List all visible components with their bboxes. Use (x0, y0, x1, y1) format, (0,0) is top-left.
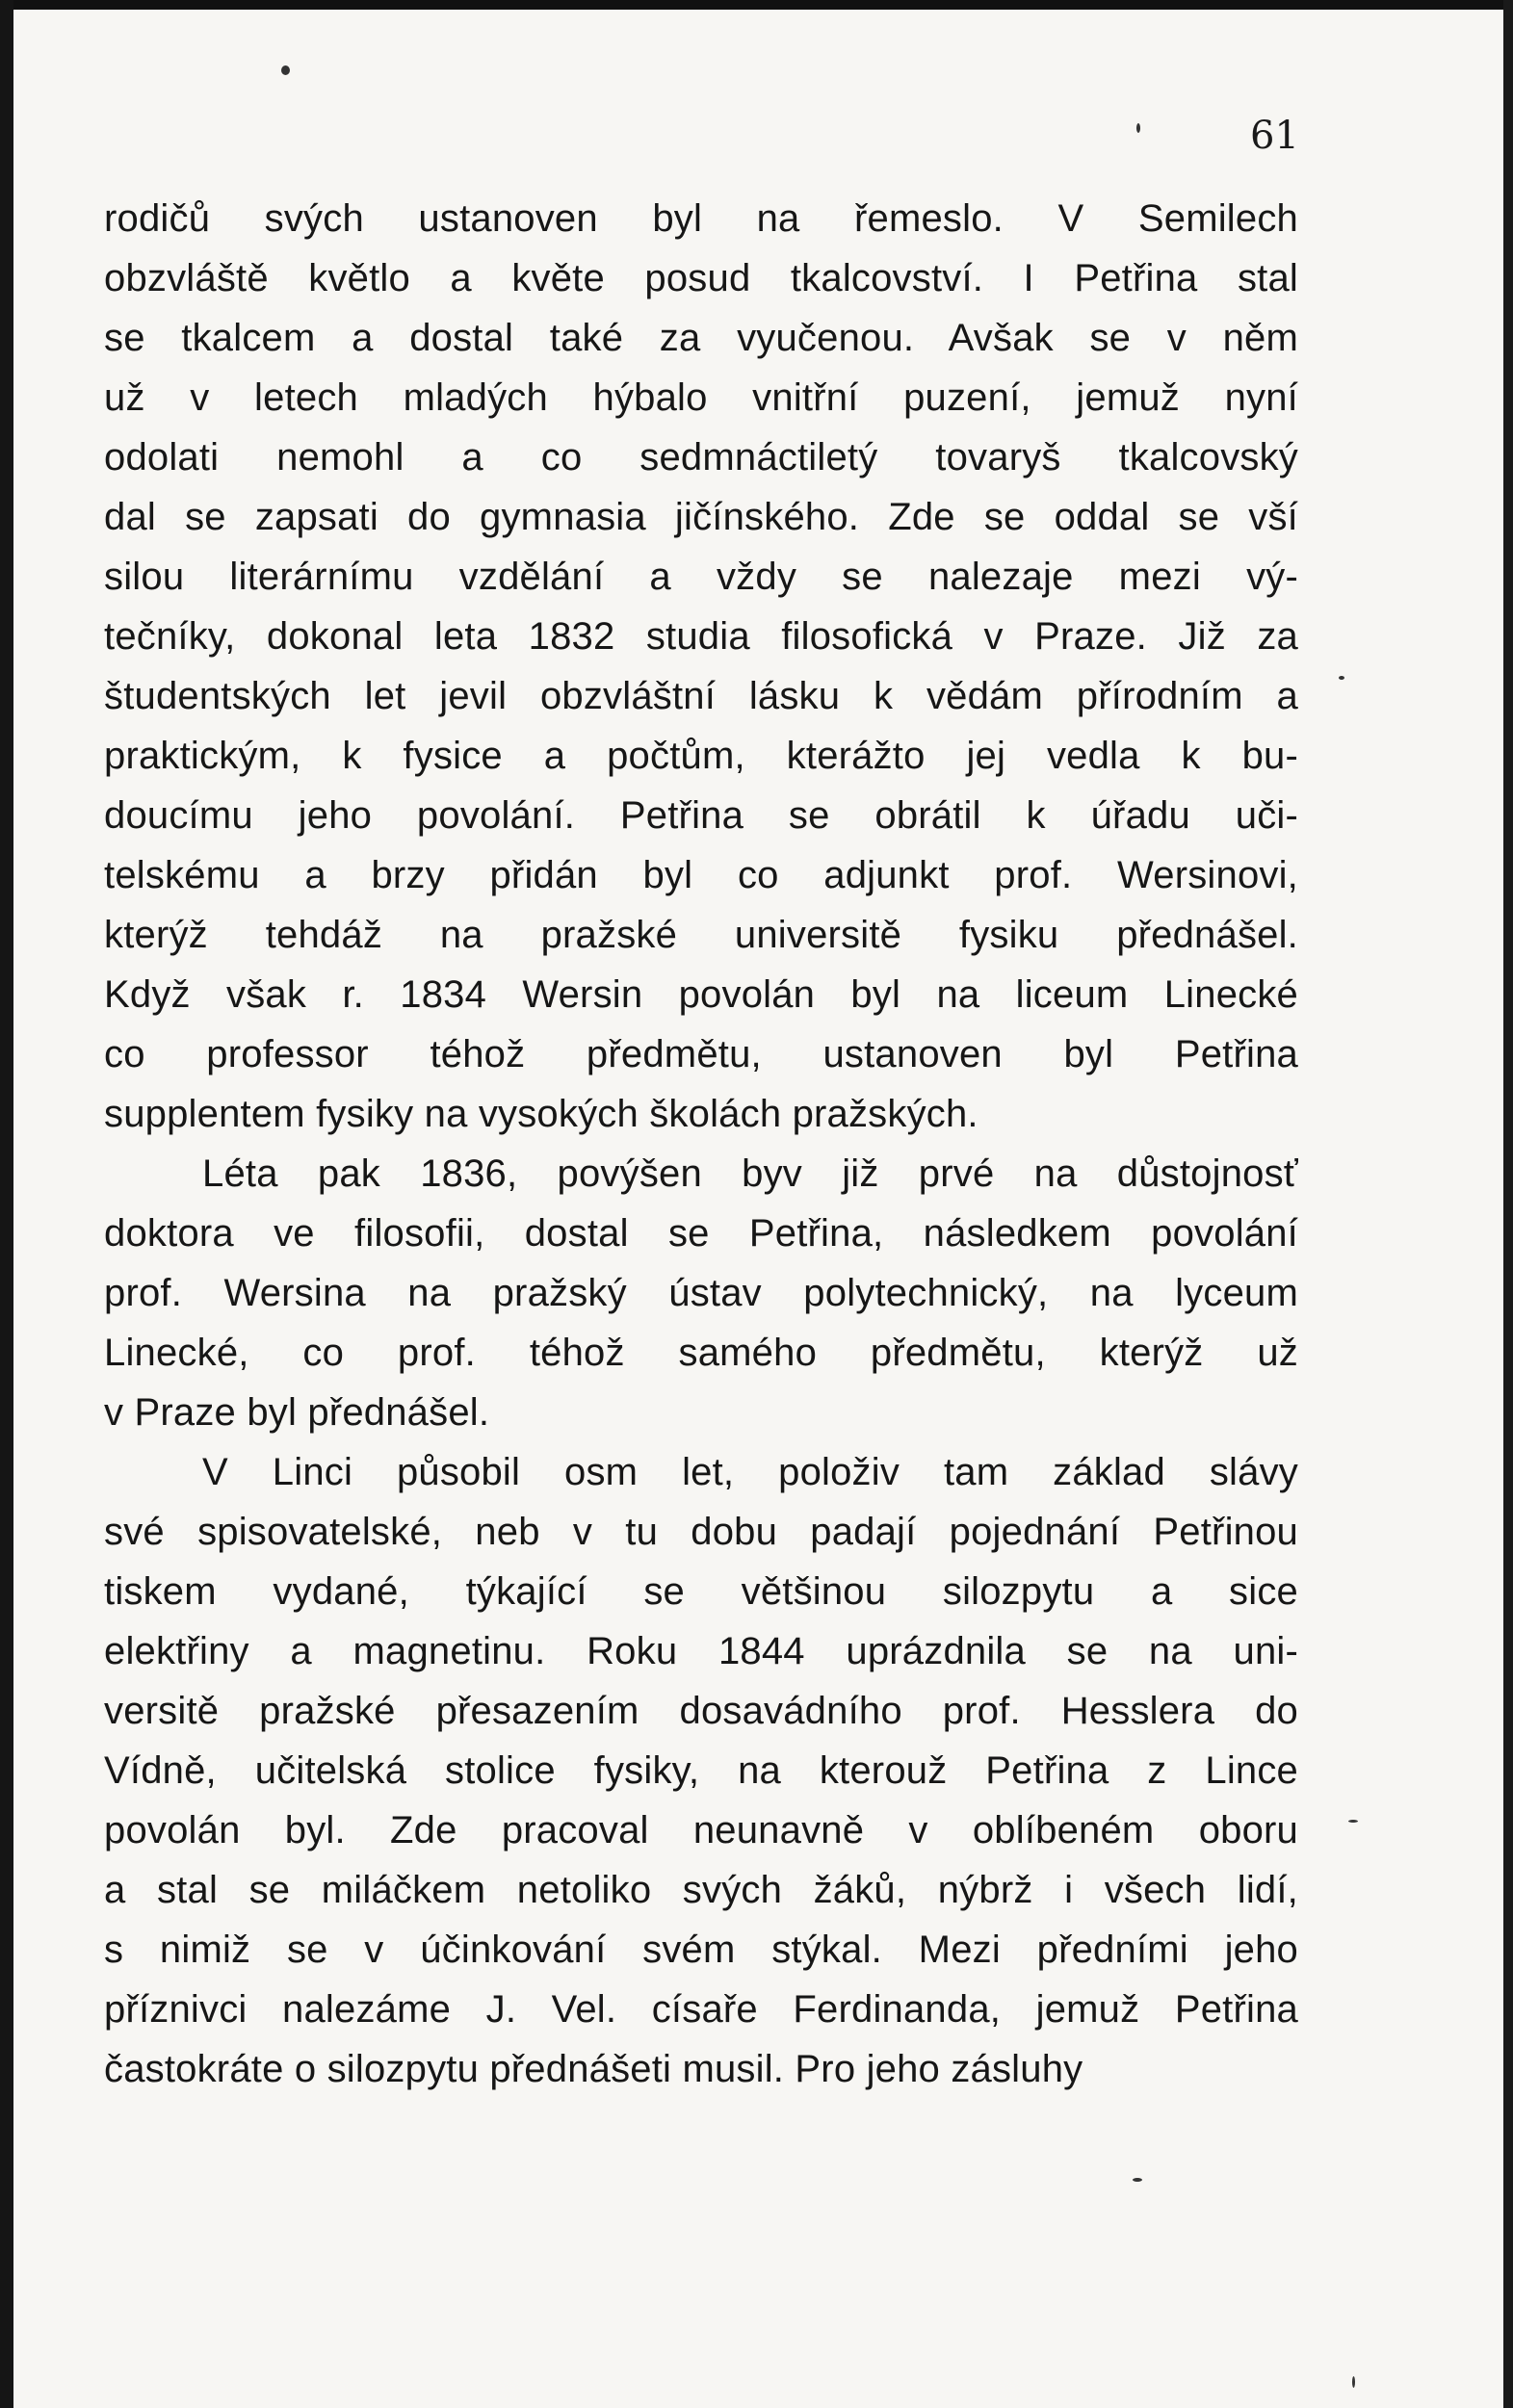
text-line: V Linci působil osm let, položiv tam základ slávy (202, 1451, 1298, 1493)
text-line: Vídně, učitelská stolice fysiky, na kterouž Petřina z Lince (104, 1749, 1298, 1792)
text-line: praktickým, k fysice a počtům, kterážto jej vedla k bu- (104, 735, 1298, 777)
ink-speck (1339, 676, 1344, 680)
scan-border-left (0, 0, 13, 2408)
text-line: doktora ve filosofii, dostal se Petřina, následkem povolání (104, 1212, 1298, 1255)
text-line: dal se zapsati do gymnasia jičínského. Zde se oddal se vší (104, 496, 1298, 538)
text-line: silou literárnímu vzdělání a vždy se nalezaje mezi vý- (104, 556, 1298, 598)
text-line: obzvláště květlo a květe posud tkalcovství. I Petřina stal (104, 257, 1298, 299)
ink-speck (1352, 2376, 1355, 2388)
text-line: co professor téhož předmětu, ustanoven byl Petřina (104, 1033, 1298, 1075)
text-line: povolán byl. Zde pracoval neunavně v oblíbeném oboru (104, 1809, 1298, 1851)
ink-speck (281, 65, 290, 75)
text-line: s nimiž se v účinkování svém stýkal. Mezi předními jeho (104, 1929, 1298, 1971)
text-line: odolati nemohl a co sedmnáctiletý tovaryš tkalcovský (104, 436, 1298, 479)
text-line: příznivci nalezáme J. Vel. císaře Ferdinanda, jemuž Petřina (104, 1988, 1298, 2031)
text-line: častokráte o silozpytu přednášeti musil. Pro jeho zásluhy (104, 2048, 1083, 2090)
text-line: kterýž tehdáž na pražské universitě fysiku přednášel. (104, 914, 1298, 956)
ink-speck (1348, 1820, 1358, 1823)
text-line: rodičů svých ustanoven byl na řemeslo. V Semilech (104, 197, 1298, 240)
text-line: své spisovatelské, neb v tu dobu padají pojednání Petřinou (104, 1511, 1298, 1553)
text-line: doucímu jeho povolání. Petřina se obrátil k úřadu uči- (104, 794, 1298, 837)
page-number: 61 (1250, 114, 1299, 158)
text-line: elektřiny a magnetinu. Roku 1844 uprázdnila se na uni- (104, 1630, 1298, 1672)
ink-speck (1136, 123, 1140, 133)
scan-border-top (0, 0, 1513, 10)
text-line: Léta pak 1836, povýšen byv již prvé na důstojnosť (202, 1152, 1298, 1195)
ink-speck (1133, 2178, 1142, 2182)
text-line: prof. Wersina na pražský ústav polytechnický, na lyceum (104, 1272, 1298, 1314)
text-line: v Praze byl přednášel. (104, 1391, 490, 1434)
text-line: študentských let jevil obzvláštní lásku k vědám přírodním a (104, 675, 1298, 717)
text-line: versitě pražské přesazením dosavádního prof. Hesslera do (104, 1690, 1298, 1732)
text-line: tiskem vydané, týkající se většinou silozpytu a sice (104, 1570, 1298, 1613)
scan-border-right (1503, 0, 1513, 2408)
text-line: se tkalcem a dostal také za vyučenou. Avšak se v něm (104, 317, 1298, 359)
text-line: supplentem fysiky na vysokých školách pražských. (104, 1093, 978, 1135)
paragraph (104, 1442, 1298, 2099)
text-line: a stal se miláčkem netoliko svých žáků, nýbrž i všech lidí, (104, 1869, 1298, 1911)
text-line: Když však r. 1834 Wersin povolán byl na liceum Linecké (104, 973, 1298, 1016)
text-line: už v letech mladých hýbalo vnitřní puzení, jemuž nyní (104, 376, 1298, 419)
text-line: Linecké, co prof. téhož samého předmětu, kterýž už (104, 1332, 1298, 1374)
text-line: telskému a brzy přidán byl co adjunkt prof. Wersinovi, (104, 854, 1298, 896)
body-text (104, 189, 1298, 2099)
paragraph (104, 189, 1298, 1144)
paragraph (104, 1144, 1298, 1442)
text-line: tečníky, dokonal leta 1832 studia filosofická v Praze. Již za (104, 615, 1298, 658)
